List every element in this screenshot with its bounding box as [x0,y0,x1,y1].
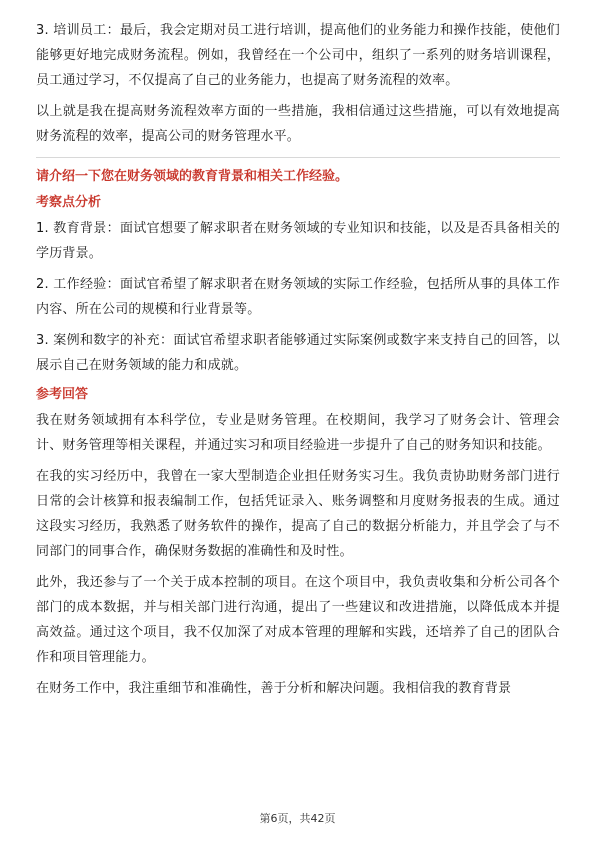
answer-paragraph-4: 在财务工作中，我注重细节和准确性，善于分析和解决问题。我相信我的教育背景 [36,681,512,696]
page-content [36,18,560,707]
answer-paragraph-2: 在我的实习经历中，我曾在一家大型制造企业担任财务实习生。我负责协助财务部门进行日常的会计核算和报表编制工作，包括凭证录入、账务调整和月度财务报表的生成。通过这段实习经历，我熟悉了财务软件的操作，提高了自己的数据分析能力，并且学会了与不同部门的同事合作，确保财务数据的准确性和及时性。 [36,469,560,559]
question-heading: 请介绍一下您在财务领域的教育背景和相关工作经验。 [36,169,349,184]
analysis-title: 考察点分析 [36,195,102,210]
page-footer: 第6页，共42页 [259,812,336,825]
intro-paragraph-2: 以上就是我在提高财务流程效率方面的一些措施，我相信通过这些措施，可以有效地提高财务流程的效率，提高公司的财务管理水平。 [36,104,560,144]
answer-title: 参考回答 [36,387,89,402]
analysis-item-2: 2. 工作经验：面试官希望了解求职者在财务领域的实际工作经验，包括所从事的具体工作内容、所在公司的规模和行业背景等。 [36,277,560,317]
analysis-item-1: 1. 教育背景：面试官想要了解求职者在财务领域的专业知识和技能，以及是否具备相关的学历背景。 [36,221,560,261]
analysis-item-3: 3. 案例和数字的补充：面试官希望求职者能够通过实际案例或数字来支持自己的回答，以展示自己在财务领域的能力和成就。 [36,333,560,373]
answer-paragraph-3: 此外，我还参与了一个关于成本控制的项目。在这个项目中，我负责收集和分析公司各个部门的成本数据，并与相关部门进行沟通，提出了一些建议和改进措施，以降低成本并提高效益。通过这个项目，我不仅加深了对成本管理的理解和实践，还培养了自己的团队合作和项目管理能力。 [36,575,560,665]
intro-paragraph-1: 3. 培训员工：最后，我会定期对员工进行培训，提高他们的业务能力和操作技能，使他们能够更好地完成财务流程。例如，我曾经在一个公司中，组织了一系列的财务培训课程，员工通过学习，不仅提高了自己的业务能力，也提高了财务流程的效率。 [36,23,560,88]
answer-paragraph-1: 我在财务领域拥有本科学位，专业是财务管理。在校期间，我学习了财务会计、管理会计、财务管理等相关课程，并通过实习和项目经验进一步提升了自己的财务知识和技能。 [36,413,560,453]
section-divider [36,157,560,158]
